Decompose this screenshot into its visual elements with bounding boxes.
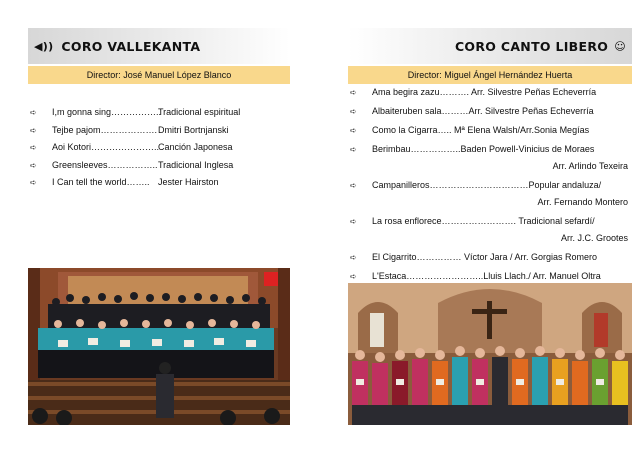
song-title: I Can tell the world…….. <box>52 177 150 188</box>
song-item <box>350 87 634 106</box>
bullet-arrow-icon: ➪ <box>350 126 357 135</box>
choir-title-bar <box>28 28 290 64</box>
song-title: Tejbe pajom………………. <box>52 124 158 135</box>
bullet-arrow-icon: ➪ <box>350 272 357 281</box>
song-arranger: Jester Hairston <box>158 177 219 188</box>
song-item <box>30 125 292 143</box>
song-item <box>30 142 292 160</box>
choir-title: CORO CANTO LIBERO <box>454 38 609 54</box>
director-bar <box>28 66 290 84</box>
song-arranger: Arr. Arlindo Texeira <box>552 161 628 171</box>
song-line: El Cigarrito…………… Víctor Jara / Arr. Gorgias Romero <box>372 252 598 262</box>
song-arranger: Dmitri Bortnjanski <box>158 124 229 135</box>
bullet-arrow-icon: ➪ <box>350 181 357 190</box>
song-arranger: Canción Japonesa <box>158 142 233 153</box>
song-item <box>350 125 634 144</box>
song-item <box>350 144 634 180</box>
bullet-arrow-icon: ➪ <box>30 125 37 135</box>
song-item <box>30 160 292 178</box>
song-line: Berimbau……………..Baden Powell-Vinicius de Moraes <box>372 144 595 154</box>
director-name: Director: Miguel Ángel Hernández Huerta <box>407 70 573 80</box>
director-name: Director: José Manuel López Blanco <box>86 70 232 80</box>
speaker-icon: ◀)) <box>34 39 54 53</box>
choir-title-bar <box>348 28 632 64</box>
song-arranger: Arr. J.C. Grootes <box>560 233 628 243</box>
right-page <box>320 0 640 452</box>
song-line: L'Estaca……………………..Lluis Llach./ Arr. Manuel Oltra <box>372 271 601 281</box>
song-arranger: Arr. Fernando Montero <box>537 197 628 207</box>
bullet-arrow-icon: ➪ <box>30 143 37 153</box>
choir-title: CORO VALLEKANTA <box>61 38 201 54</box>
bullet-arrow-icon: ➪ <box>30 160 37 170</box>
song-item <box>350 252 634 271</box>
song-item <box>30 107 292 125</box>
song-title: Greensleeves…………….. <box>52 159 158 170</box>
choir-photo <box>28 268 290 425</box>
song-item <box>350 106 634 125</box>
director-bar <box>348 66 632 84</box>
song-item <box>350 216 634 252</box>
song-arranger: Tradicional Inglesa <box>158 159 234 170</box>
song-item <box>30 177 292 195</box>
bullet-arrow-icon: ➪ <box>350 145 357 154</box>
song-title: I,m gonna sing…………….. <box>52 107 162 117</box>
song-list <box>30 107 292 195</box>
song-arranger: Tradicional espiritual <box>158 107 241 117</box>
bullet-arrow-icon: ➪ <box>350 253 357 262</box>
smiley-icon: ☺ <box>614 39 626 53</box>
song-line: Albaiteruben sala………Arr. Silvestre Peñas Echeverría <box>372 106 594 116</box>
song-line: Ama begira zazu………. Arr. Silvestre Peñas Echeverría <box>372 87 597 97</box>
song-list <box>350 87 634 290</box>
song-line: Campanilleros……………………………Popular andaluza/ <box>372 180 602 190</box>
song-title: Aoi Kotori………………….. <box>52 142 160 153</box>
song-item <box>350 180 634 216</box>
choir-photo <box>348 283 632 425</box>
bullet-arrow-icon: ➪ <box>30 178 37 188</box>
bullet-arrow-icon: ➪ <box>30 108 37 117</box>
bullet-arrow-icon: ➪ <box>350 217 357 226</box>
song-line: Como la Cigarra….. Mª Elena Walsh/Arr.Sonia Megías <box>372 125 590 135</box>
song-line: La rosa enflorece……………………. Tradicional sefardí/ <box>372 216 595 226</box>
bullet-arrow-icon: ➪ <box>350 88 357 97</box>
bullet-arrow-icon: ➪ <box>350 107 357 116</box>
